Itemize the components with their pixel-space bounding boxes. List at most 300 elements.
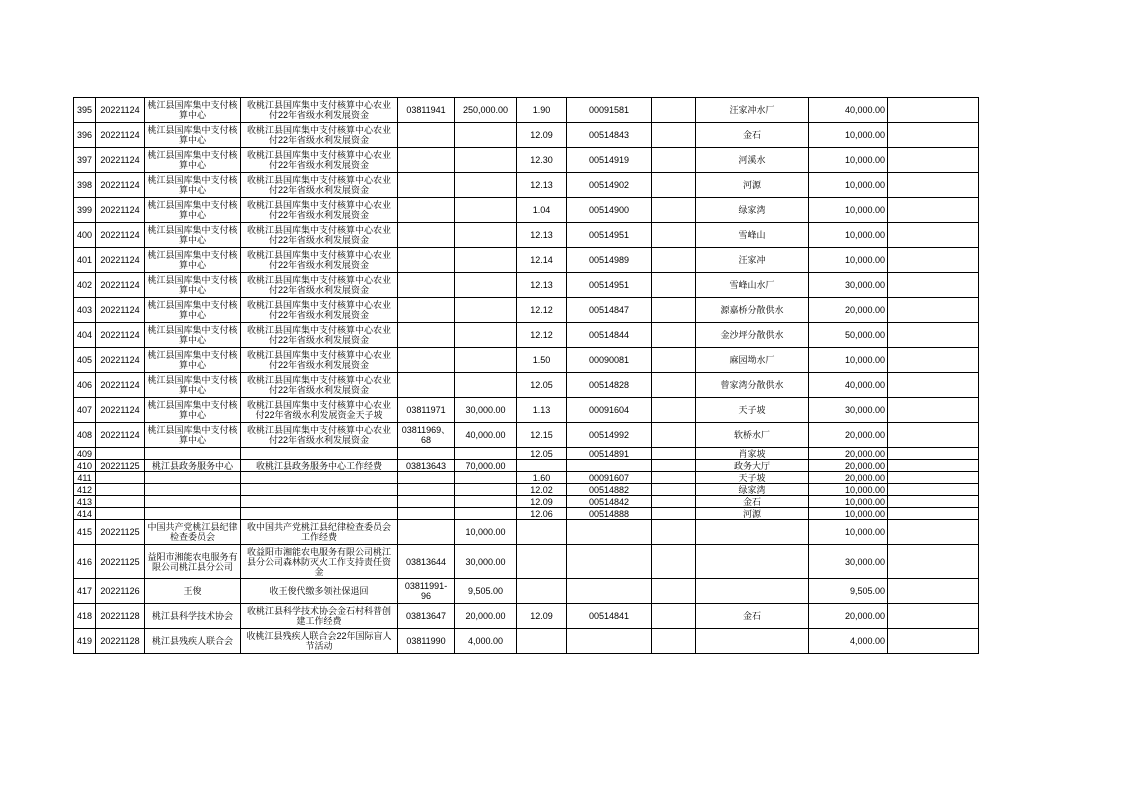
row-amount: 40,000.00 (455, 423, 517, 448)
row-payer (145, 508, 241, 520)
row-total (809, 348, 888, 373)
row-description (241, 508, 398, 520)
row-number: 412 (74, 484, 96, 496)
row-total (809, 148, 888, 173)
row-total-value: 20,000.00 (844, 430, 885, 440)
row-blank (652, 448, 696, 460)
row-blank (652, 496, 696, 508)
row-amount (455, 223, 517, 248)
row-number: 402 (74, 273, 96, 298)
row-amount (455, 298, 517, 323)
row-total (809, 579, 888, 604)
row-unit: 绿家湾 (696, 484, 809, 496)
row-date: 20221125 (96, 460, 145, 472)
row-total (809, 373, 888, 398)
row-note (888, 223, 979, 248)
table-row (74, 398, 979, 423)
row-note (888, 348, 979, 373)
row-rate: 12.13 (517, 273, 567, 298)
row-blank (652, 484, 696, 496)
row-date: 20221126 (96, 579, 145, 604)
table-row (74, 496, 979, 508)
row-voucher: 03811941 (398, 98, 455, 123)
row-voucher (398, 298, 455, 323)
row-code: 00090081 (567, 348, 652, 373)
row-code (567, 545, 652, 579)
row-voucher: 03813647 (398, 604, 455, 629)
row-payer: 王俊 (145, 579, 241, 604)
row-number: 417 (74, 579, 96, 604)
row-total-value: 10,000.00 (844, 484, 885, 495)
table-row (74, 123, 979, 148)
row-date: 20221124 (96, 223, 145, 248)
row-description: 收桃江县国库集中支付核算中心农业付22年省级水利发展资金 (241, 423, 398, 448)
row-blank (652, 373, 696, 398)
row-blank (652, 123, 696, 148)
row-payer: 桃江县国库集中支付核算中心 (145, 348, 241, 373)
row-voucher (398, 323, 455, 348)
table-row (74, 98, 979, 123)
row-voucher: 03811969、68 (398, 423, 455, 448)
row-rate: 12.12 (517, 323, 567, 348)
row-amount (455, 323, 517, 348)
row-blank (652, 460, 696, 472)
row-blank (652, 520, 696, 545)
row-voucher: 03811990 (398, 629, 455, 654)
row-description: 收桃江县国库集中支付核算中心农业付22年省级水利发展资金 (241, 273, 398, 298)
row-blank (652, 545, 696, 579)
row-date: 20221124 (96, 248, 145, 273)
row-payer: 桃江县国库集中支付核算中心 (145, 423, 241, 448)
row-total-value: 4,000.00 (849, 636, 885, 646)
row-amount: 20,000.00 (455, 604, 517, 629)
row-note (888, 173, 979, 198)
row-number: 400 (74, 223, 96, 248)
row-date: 20221124 (96, 148, 145, 173)
row-rate: 12.09 (517, 123, 567, 148)
table-row (74, 472, 979, 484)
table-row (74, 348, 979, 373)
row-rate (517, 629, 567, 654)
row-number: 403 (74, 298, 96, 323)
row-date: 20221124 (96, 423, 145, 448)
row-date: 20221124 (96, 123, 145, 148)
row-voucher (398, 496, 455, 508)
row-total-value: 10,000.00 (844, 508, 885, 519)
row-code: 00091581 (567, 98, 652, 123)
row-description: 收桃江县国库集中支付核算中心农业付22年省级水利发展资金 (241, 123, 398, 148)
row-number: 407 (74, 398, 96, 423)
row-amount (455, 472, 517, 484)
row-amount (455, 348, 517, 373)
row-total (809, 508, 888, 520)
row-note (888, 298, 979, 323)
row-note (888, 508, 979, 520)
row-note (888, 373, 979, 398)
row-total-value: 10,000.00 (844, 180, 885, 190)
row-total (809, 248, 888, 273)
row-total-value: 10,000.00 (844, 205, 885, 215)
row-payer: 桃江县国库集中支付核算中心 (145, 398, 241, 423)
row-total (809, 323, 888, 348)
row-blank (652, 472, 696, 484)
row-note (888, 545, 979, 579)
row-number: 416 (74, 545, 96, 579)
row-description: 收桃江县政务服务中心工作经费 (241, 460, 398, 472)
row-voucher (398, 520, 455, 545)
row-number: 419 (74, 629, 96, 654)
row-payer: 桃江县国库集中支付核算中心 (145, 373, 241, 398)
row-total-value: 30,000.00 (844, 405, 885, 415)
row-code: 00514919 (567, 148, 652, 173)
row-rate (517, 545, 567, 579)
row-code (567, 579, 652, 604)
row-total (809, 520, 888, 545)
row-description: 收桃江县国库集中支付核算中心农业付22年省级水利发展资金 (241, 373, 398, 398)
row-number: 398 (74, 173, 96, 198)
row-rate (517, 460, 567, 472)
row-total-value: 10,000.00 (844, 255, 885, 265)
row-voucher (398, 248, 455, 273)
row-description (241, 484, 398, 496)
row-code (567, 629, 652, 654)
row-note (888, 398, 979, 423)
table-row (74, 520, 979, 545)
table-row (74, 173, 979, 198)
row-date: 20221128 (96, 629, 145, 654)
row-date: 20221124 (96, 273, 145, 298)
row-total (809, 448, 888, 460)
row-date (96, 508, 145, 520)
row-total-value: 10,000.00 (844, 130, 885, 140)
row-date: 20221125 (96, 520, 145, 545)
table-row (74, 323, 979, 348)
row-total-value: 20,000.00 (844, 460, 885, 471)
row-total-value: 20,000.00 (844, 472, 885, 483)
row-number: 411 (74, 472, 96, 484)
row-note (888, 604, 979, 629)
row-total (809, 545, 888, 579)
row-description: 收桃江县国库集中支付核算中心农业付22年省级水利发展资金 (241, 298, 398, 323)
row-unit: 雪峰山水厂 (696, 273, 809, 298)
row-total-value: 20,000.00 (844, 611, 885, 621)
row-rate: 1.13 (517, 398, 567, 423)
row-rate (517, 579, 567, 604)
row-date: 20221124 (96, 323, 145, 348)
table-row (74, 423, 979, 448)
row-rate: 12.02 (517, 484, 567, 496)
row-rate: 12.12 (517, 298, 567, 323)
row-note (888, 123, 979, 148)
row-total (809, 604, 888, 629)
row-rate: 12.09 (517, 496, 567, 508)
row-note (888, 423, 979, 448)
row-unit: 天子坡 (696, 398, 809, 423)
row-amount: 10,000.00 (455, 520, 517, 545)
row-amount (455, 148, 517, 173)
table-row (74, 460, 979, 472)
row-payer: 桃江县国库集中支付核算中心 (145, 123, 241, 148)
row-rate: 1.90 (517, 98, 567, 123)
row-rate: 12.30 (517, 148, 567, 173)
row-rate: 12.13 (517, 223, 567, 248)
row-unit: 金石 (696, 123, 809, 148)
table-row (74, 198, 979, 223)
table-row (74, 448, 979, 460)
row-unit: 肖家坡 (696, 448, 809, 460)
table-row (74, 248, 979, 273)
row-total (809, 123, 888, 148)
row-voucher (398, 198, 455, 223)
row-description: 收桃江县国库集中支付核算中心农业付22年省级水利发展资金 (241, 248, 398, 273)
row-total-value: 40,000.00 (844, 105, 885, 115)
row-unit: 麻园坳水厂 (696, 348, 809, 373)
row-amount (455, 123, 517, 148)
row-blank (652, 273, 696, 298)
row-blank (652, 298, 696, 323)
row-date (96, 484, 145, 496)
row-amount (455, 448, 517, 460)
row-total (809, 173, 888, 198)
row-rate: 1.50 (517, 348, 567, 373)
row-note (888, 148, 979, 173)
row-code: 00514891 (567, 448, 652, 460)
table-row (74, 508, 979, 520)
row-amount: 250,000.00 (455, 98, 517, 123)
ledger-body (74, 98, 979, 654)
row-date: 20221125 (96, 545, 145, 579)
row-code: 00514951 (567, 273, 652, 298)
row-amount: 30,000.00 (455, 398, 517, 423)
row-payer: 桃江县国库集中支付核算中心 (145, 173, 241, 198)
row-amount (455, 496, 517, 508)
row-unit: 汪家冲水厂 (696, 98, 809, 123)
row-unit: 曾家湾分散供水 (696, 373, 809, 398)
row-description: 收桃江县国库集中支付核算中心农业付22年省级水利发展资金 (241, 173, 398, 198)
row-blank (652, 508, 696, 520)
row-unit: 源嘉桥分散供水 (696, 298, 809, 323)
table-row (74, 223, 979, 248)
table-row (74, 604, 979, 629)
row-total (809, 423, 888, 448)
row-voucher (398, 508, 455, 520)
row-total-value: 10,000.00 (844, 355, 885, 365)
row-rate: 12.05 (517, 373, 567, 398)
row-note (888, 484, 979, 496)
row-number: 413 (74, 496, 96, 508)
row-payer: 桃江县国库集中支付核算中心 (145, 323, 241, 348)
row-number: 396 (74, 123, 96, 148)
row-description: 收王俊代缴多领社保退回 (241, 579, 398, 604)
row-total (809, 273, 888, 298)
table-row (74, 298, 979, 323)
row-description: 收桃江县国库集中支付核算中心农业付22年省级水利发展资金 (241, 323, 398, 348)
row-payer: 益阳市湘能农电服务有限公司桃江县分公司 (145, 545, 241, 579)
row-date: 20221128 (96, 604, 145, 629)
row-rate: 12.13 (517, 173, 567, 198)
row-rate: 1.04 (517, 198, 567, 223)
row-number: 409 (74, 448, 96, 460)
row-payer: 桃江县残疾人联合会 (145, 629, 241, 654)
row-blank (652, 323, 696, 348)
row-payer (145, 484, 241, 496)
row-total-value: 9,505.00 (849, 586, 885, 596)
row-voucher (398, 484, 455, 496)
row-total (809, 98, 888, 123)
row-voucher: 03811971 (398, 398, 455, 423)
row-rate: 12.14 (517, 248, 567, 273)
row-payer (145, 496, 241, 508)
row-total-value: 10,000.00 (844, 155, 885, 165)
row-date: 20221124 (96, 98, 145, 123)
row-number: 418 (74, 604, 96, 629)
row-note (888, 579, 979, 604)
row-total (809, 223, 888, 248)
row-blank (652, 148, 696, 173)
row-amount: 30,000.00 (455, 545, 517, 579)
row-unit (696, 629, 809, 654)
row-blank (652, 629, 696, 654)
row-code: 00514843 (567, 123, 652, 148)
table-row (74, 148, 979, 173)
row-date: 20221124 (96, 298, 145, 323)
row-total-value: 30,000.00 (844, 556, 885, 567)
row-description: 收桃江县国库集中支付核算中心农业付22年省级水利发展资金 (241, 198, 398, 223)
row-total (809, 496, 888, 508)
row-voucher: 03811991-96 (398, 579, 455, 604)
row-rate: 12.05 (517, 448, 567, 460)
row-description: 收桃江县残疾人联合会22年国际盲人节活动 (241, 629, 398, 654)
row-note (888, 98, 979, 123)
row-code: 00514844 (567, 323, 652, 348)
row-total-value: 10,000.00 (844, 496, 885, 507)
row-code: 00514828 (567, 373, 652, 398)
ledger-table (73, 97, 979, 654)
row-code (567, 460, 652, 472)
row-voucher: 03813643 (398, 460, 455, 472)
row-unit: 汪家冲 (696, 248, 809, 273)
row-number: 408 (74, 423, 96, 448)
row-code: 00514900 (567, 198, 652, 223)
row-amount (455, 484, 517, 496)
row-code (567, 520, 652, 545)
row-total-value: 40,000.00 (844, 380, 885, 390)
row-amount (455, 508, 517, 520)
table-row (74, 545, 979, 579)
row-unit: 金石 (696, 496, 809, 508)
row-number: 397 (74, 148, 96, 173)
row-total-value: 10,000.00 (844, 230, 885, 240)
row-total (809, 472, 888, 484)
row-number: 415 (74, 520, 96, 545)
row-blank (652, 348, 696, 373)
row-voucher (398, 223, 455, 248)
row-total (809, 460, 888, 472)
row-code: 00514992 (567, 423, 652, 448)
row-payer: 桃江县政务服务中心 (145, 460, 241, 472)
row-date (96, 472, 145, 484)
row-number: 410 (74, 460, 96, 472)
row-description (241, 472, 398, 484)
row-code: 00514951 (567, 223, 652, 248)
row-code: 00514842 (567, 496, 652, 508)
row-total-value: 20,000.00 (844, 305, 885, 315)
row-blank (652, 198, 696, 223)
row-voucher (398, 448, 455, 460)
row-total-value: 20,000.00 (844, 448, 885, 459)
row-amount (455, 273, 517, 298)
row-voucher (398, 148, 455, 173)
row-unit (696, 579, 809, 604)
row-description (241, 448, 398, 460)
row-code: 00514882 (567, 484, 652, 496)
row-total (809, 398, 888, 423)
row-description: 收益阳市湘能农电服务有限公司桃江县分公司森林防灭火工作支持责任资金 (241, 545, 398, 579)
row-code: 00091604 (567, 398, 652, 423)
row-amount: 70,000.00 (455, 460, 517, 472)
row-unit: 金石 (696, 604, 809, 629)
row-payer: 桃江县国库集中支付核算中心 (145, 223, 241, 248)
row-note (888, 323, 979, 348)
row-blank (652, 223, 696, 248)
row-unit: 绿家湾 (696, 198, 809, 223)
row-note (888, 460, 979, 472)
row-payer: 桃江县国库集中支付核算中心 (145, 248, 241, 273)
row-payer: 桃江县科学技术协会 (145, 604, 241, 629)
row-number: 399 (74, 198, 96, 223)
row-payer: 桃江县国库集中支付核算中心 (145, 298, 241, 323)
row-unit: 河源 (696, 173, 809, 198)
row-unit: 河溪水 (696, 148, 809, 173)
row-code: 00514902 (567, 173, 652, 198)
row-unit: 政务大厅 (696, 460, 809, 472)
row-note (888, 448, 979, 460)
row-date: 20221124 (96, 398, 145, 423)
row-rate: 12.09 (517, 604, 567, 629)
row-amount: 9,505.00 (455, 579, 517, 604)
row-number: 405 (74, 348, 96, 373)
row-voucher (398, 273, 455, 298)
row-total-value: 10,000.00 (844, 527, 885, 537)
row-rate: 12.06 (517, 508, 567, 520)
row-unit: 金沙坪分散供水 (696, 323, 809, 348)
row-rate: 12.15 (517, 423, 567, 448)
row-blank (652, 579, 696, 604)
row-note (888, 198, 979, 223)
row-rate (517, 520, 567, 545)
row-date: 20221124 (96, 198, 145, 223)
row-unit: 雪峰山 (696, 223, 809, 248)
row-rate: 1.60 (517, 472, 567, 484)
row-blank (652, 248, 696, 273)
row-description: 收桃江县国库集中支付核算中心农业付22年省级水利发展资金天子坡 (241, 398, 398, 423)
table-row (74, 273, 979, 298)
row-code: 00091607 (567, 472, 652, 484)
row-number: 401 (74, 248, 96, 273)
row-payer: 桃江县国库集中支付核算中心 (145, 98, 241, 123)
table-row (74, 579, 979, 604)
row-description: 收桃江县国库集中支付核算中心农业付22年省级水利发展资金 (241, 148, 398, 173)
row-description: 收桃江县国库集中支付核算中心农业付22年省级水利发展资金 (241, 348, 398, 373)
row-payer: 桃江县国库集中支付核算中心 (145, 273, 241, 298)
row-description: 收桃江县国库集中支付核算中心农业付22年省级水利发展资金 (241, 98, 398, 123)
row-code: 00514888 (567, 508, 652, 520)
row-date (96, 448, 145, 460)
row-date: 20221124 (96, 373, 145, 398)
row-description: 收桃江县科学技术协会金石村科普创建工作经费 (241, 604, 398, 629)
row-note (888, 472, 979, 484)
row-voucher (398, 123, 455, 148)
